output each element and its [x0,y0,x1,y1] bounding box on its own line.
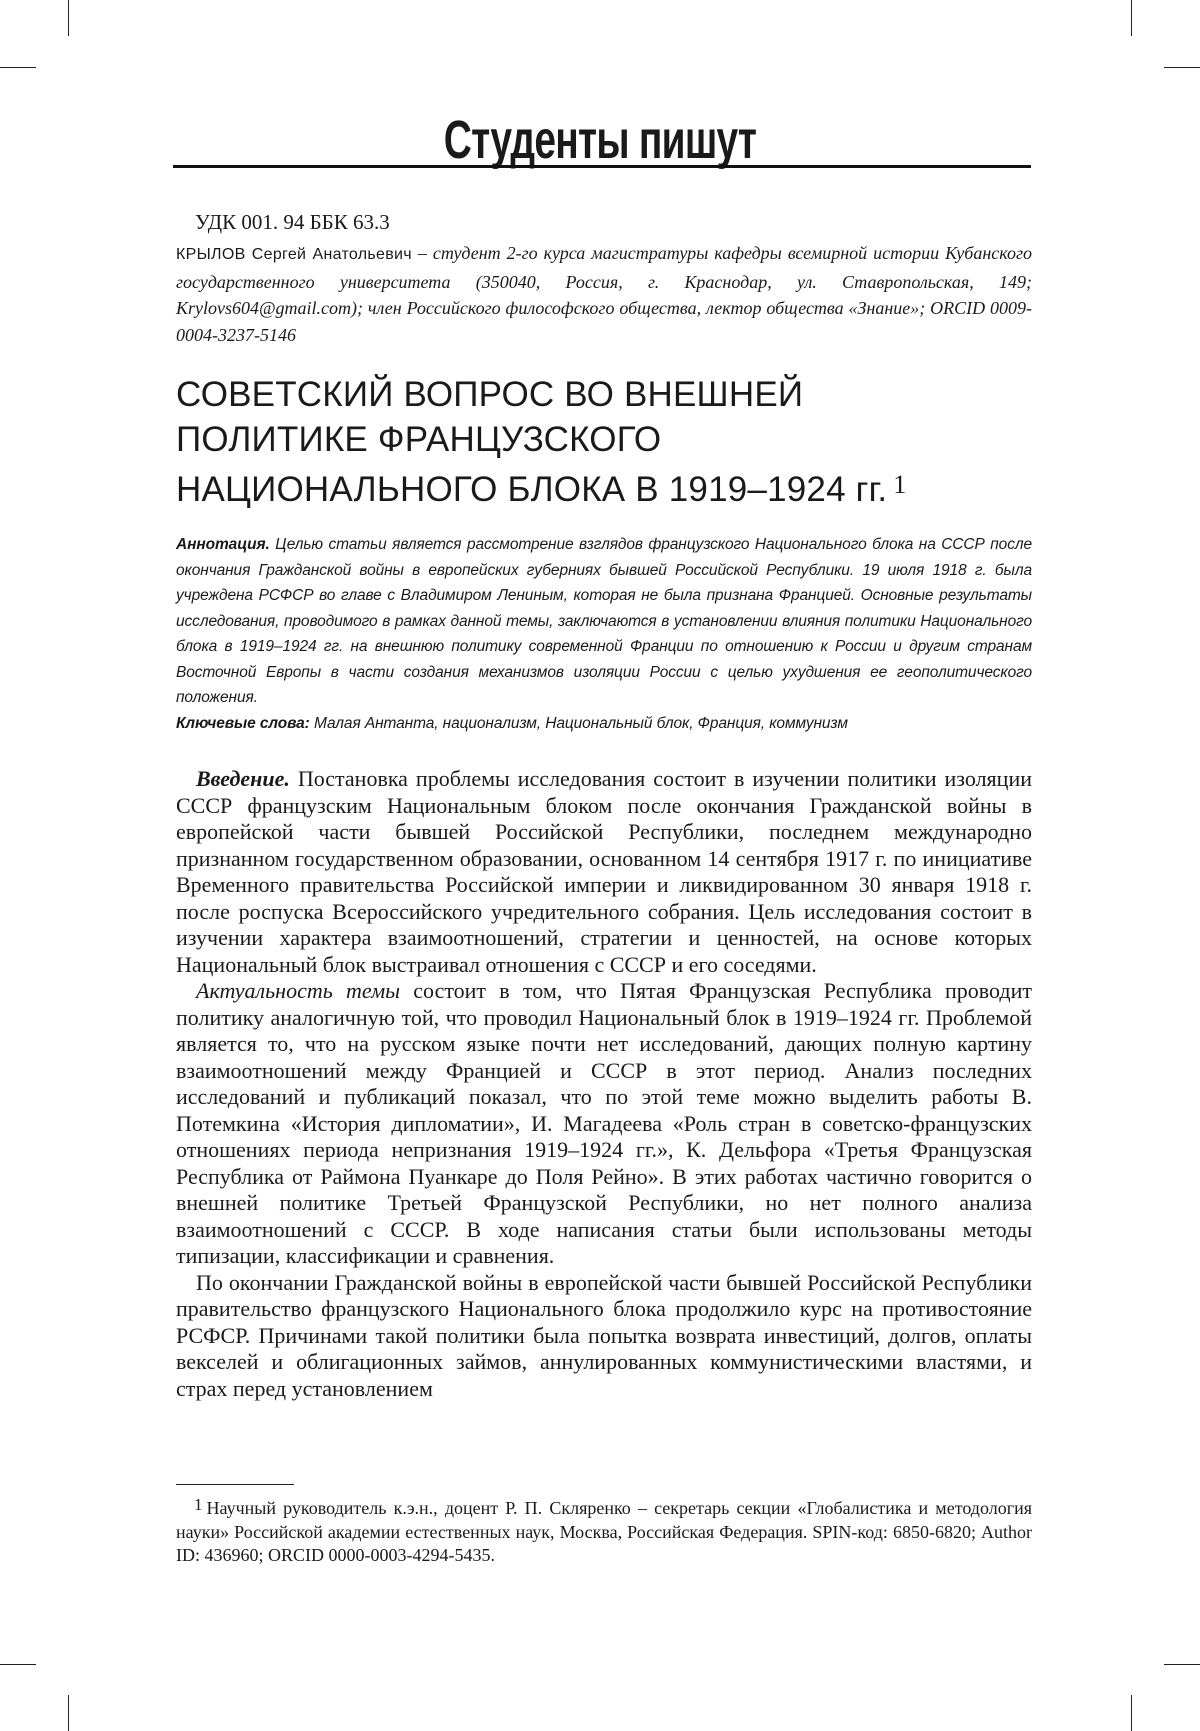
abstract-text: Целью статьи является рассмотрение взглядов французского Национального блока на СССР после окончания Гражданской войны в европейских губерниях бывшей Российской Республики. 19 июля 1918 г. была учреждена РСФСР во главе с Владимиром Лениным, которая не была признана Францией. Основные результаты исследования, проводимого в рамках данной темы, заключаются в установлении влияния политики Национального блока в 1919–1924 гг. на внешнюю политику современной Франции по отношению к России и другим странам Восточной Европы в части создания механизмов изоляции России с целью ухудшения ее геополитического положения. [176,536,1032,706]
crop-mark [1131,0,1132,36]
udk-code: УДК 001. 94 ББК 63.3 [195,210,1051,235]
footnote-rule [176,1484,294,1485]
intro-lead: Введение. [196,766,290,791]
title-footnote-mark: 1 [893,470,906,499]
crop-mark [0,67,36,68]
crop-mark [0,1664,36,1665]
section-title: Студенты пишут [168,110,1032,170]
title-line: НАЦИОНАЛЬНОГО БЛОКА В 1919–1924 гг. [176,470,887,509]
article-body [176,766,1032,1402]
author-bio: – студент 2-го курса магистратуры кафедры всемирной истории Кубанского государственного университета (350040, Россия, г. Краснодар, ул. Ставропольская, 149; Krylovs604@gmail.com); член Российского философского общества, лектор общества «Знание»; ORCID 0009-0004-3237-5146 [176,243,1032,345]
crop-mark [1131,1695,1132,1731]
footnote [176,1493,1032,1568]
keywords-text: Малая Антанта, национализм, Национальный блок, Франция, коммунизм [310,715,848,732]
crop-mark [68,0,69,36]
body-paragraph [176,766,1032,978]
relevance-lead: Актуальность темы [196,978,400,1003]
crop-mark [1164,67,1200,68]
article-title [176,372,1032,512]
author-info [176,240,1032,348]
section-rule [173,165,1031,168]
author-name: КРЫЛОВ Сергей Анатольевич [176,246,412,263]
crop-mark [1164,1664,1200,1665]
title-line: СОВЕТСКИЙ ВОПРОС ВО ВНЕШНЕЙ [176,372,1032,417]
paragraph-text: Постановка проблемы исследования состоит в изучении политики изоляции СССР французским Национальным блоком после окончания Гражданской войны в европейской части бывшей Российской Республики, последнем международно признанном государственном образовании, основанном 14 сентября 1917 г. по инициативе Временного правительства Российской империи и ликвидированном 30 января 1918 г. после роспуска Всероссийского учредительного собрания. Цель исследования состоит в изучении характера взаимоотношений, стратегии и ценностей, на основе которых Национальный блок выстраивал отношения с СССР и его соседями. [176,766,1032,977]
title-line: ПОЛИТИКЕ ФРАНЦУЗСКОГО [176,417,1032,462]
crop-mark [68,1695,69,1731]
paragraph-text: состоит в том, что Пятая Французская Республика проводит политику аналогичную той, что проводил Национальный блок в 1919–1924 гг. Проблемой является то, что на русском языке почти нет исследований, дающих полную картину взаимоотношений между Францией и СССР в этот период. Анализ последних исследований и публикаций показал, что по этой теме можно выделить работы В. Потемкина «История дипломатии», И. Магадеева «Роль стран в советско-французских отношениях периода непризнания 1919–1924 гг.», К. Дельфора «Третья Французская Республика от Раймона Пуанкаре до Поля Рейно». В этих работах частично говорится о внешней политике Третьей Французской Республики, но нет полного анализа взаимоотношений с СССР. В ходе написания статьи были использованы методы типизации, классификации и сравнения. [176,978,1032,1268]
body-paragraph [176,978,1032,1270]
abstract [176,532,1032,736]
keywords-label: Ключевые слова: [176,715,310,732]
abstract-label: Аннотация. [176,536,270,553]
footnote-text: Научный руководитель к.э.н., доцент Р. П. Скляренко – секретарь секции «Глобалистика и методология науки» Российской академии естественных наук, Москва, Российская Федерация. SPIN-код: 6850-6820; Author ID: 436960; ORCID 0000-0003-4294-5435. [176,1498,1032,1565]
footnote-mark: 1 [194,1495,203,1514]
paragraph-text: По окончании Гражданской войны в европейской части бывшей Российской Республики правительство французского Национального блока продолжило курс на противостояние РСФСР. Причинами такой политики была попытка возврата инвестиций, долгов, оплаты векселей и облигационных займов, аннулированных коммунистическими властями, и страх перед установлением [176,1270,1032,1401]
body-paragraph [176,1270,1032,1403]
